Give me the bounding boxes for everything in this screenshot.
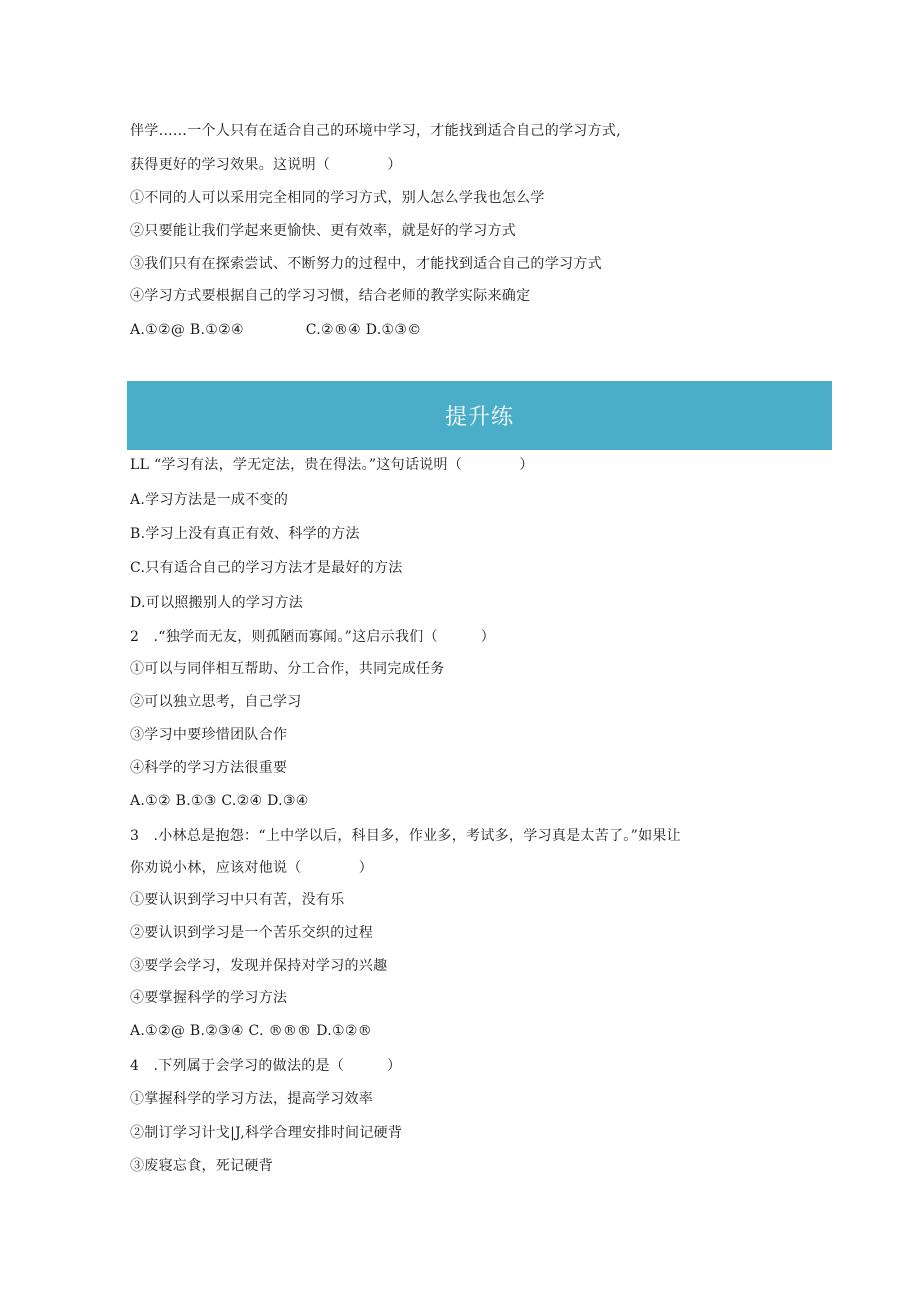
question-line: 3 .小林总是抱怨：“上中学以后，科目多，作业多，考试多，学习真是太苦了。”如果让 [130, 828, 681, 844]
option-line: ①要认识到学习中只有苦，没有乐 [130, 892, 345, 908]
option-line: ②制订学习计戈|J,科学合理安排时间记硬背 [130, 1125, 403, 1141]
question-line: 你劝说小林，应该对他说（ ） [130, 860, 374, 876]
option-line: B.学习上没有真正有效、科学的方法 [130, 526, 360, 542]
text-line: 获得更好的学习效果。这说明（ ） [130, 157, 402, 173]
answer-choices: A.①②@ B.①②④ C.②®④ D.①③© [130, 322, 422, 338]
option-line: A.学习方法是一成不变的 [130, 492, 289, 508]
option-line: ③要学会学习，发现并保持对学习的兴趣 [130, 958, 388, 974]
option-line: ④学习方式要根据自己的学习习惯，结合老师的教学实际来确定 [130, 288, 531, 304]
option-line: ①掌握科学的学习方法，提高学习效率 [130, 1091, 374, 1107]
question-line: 2 .“独学而无友，则孤陋而寡闻。”这启示我们（ ） [130, 629, 496, 645]
option-line: ②只要能让我们学起来更愉快、更有效率，就是好的学习方式 [130, 223, 517, 239]
option-line: ③学习中要珍惜团队合作 [130, 727, 288, 743]
option-line: ①可以与同伴相互帮助、分工合作，共同完成任务 [130, 661, 445, 677]
option-line: ②可以独立思考，自己学习 [130, 694, 302, 710]
option-line: ④科学的学习方法很重要 [130, 760, 288, 776]
question-line: LL “学习有法，学无定法，贵在得法。”这句话说明（ ） [130, 457, 534, 473]
option-line: ②要认识到学习是一个苦乐交织的过程 [130, 925, 374, 941]
option-line: ③我们只有在探索尝试、不断努力的过程中，才能找到适合自己的学习方式 [130, 256, 602, 272]
section-banner [127, 381, 832, 450]
option-line: C.只有适合自己的学习方法才是最好的方法 [130, 560, 403, 576]
option-line: ③废寝忘食，死记硬背 [130, 1158, 273, 1174]
section-title: 提升练 [444, 405, 514, 430]
text-line: 伴学……一个人只有在适合自己的环境中学习，才能找到适合自己的学习方式, [130, 123, 621, 139]
answer-choices: A.①② B.①③ C.②④ D.③④ [130, 793, 309, 809]
option-line: ①不同的人可以采用完全相同的学习方式，别人怎么学我也怎么学 [130, 190, 545, 206]
answer-choices: A.①②@ B.②③④ C. ®®® D.①②® [130, 1023, 372, 1039]
option-line: D.可以照搬别人的学习方法 [130, 595, 304, 611]
option-line: ④要掌握科学的学习方法 [130, 990, 288, 1006]
question-line: 4 .下列属于会学习的做法的是（ ） [130, 1058, 402, 1074]
